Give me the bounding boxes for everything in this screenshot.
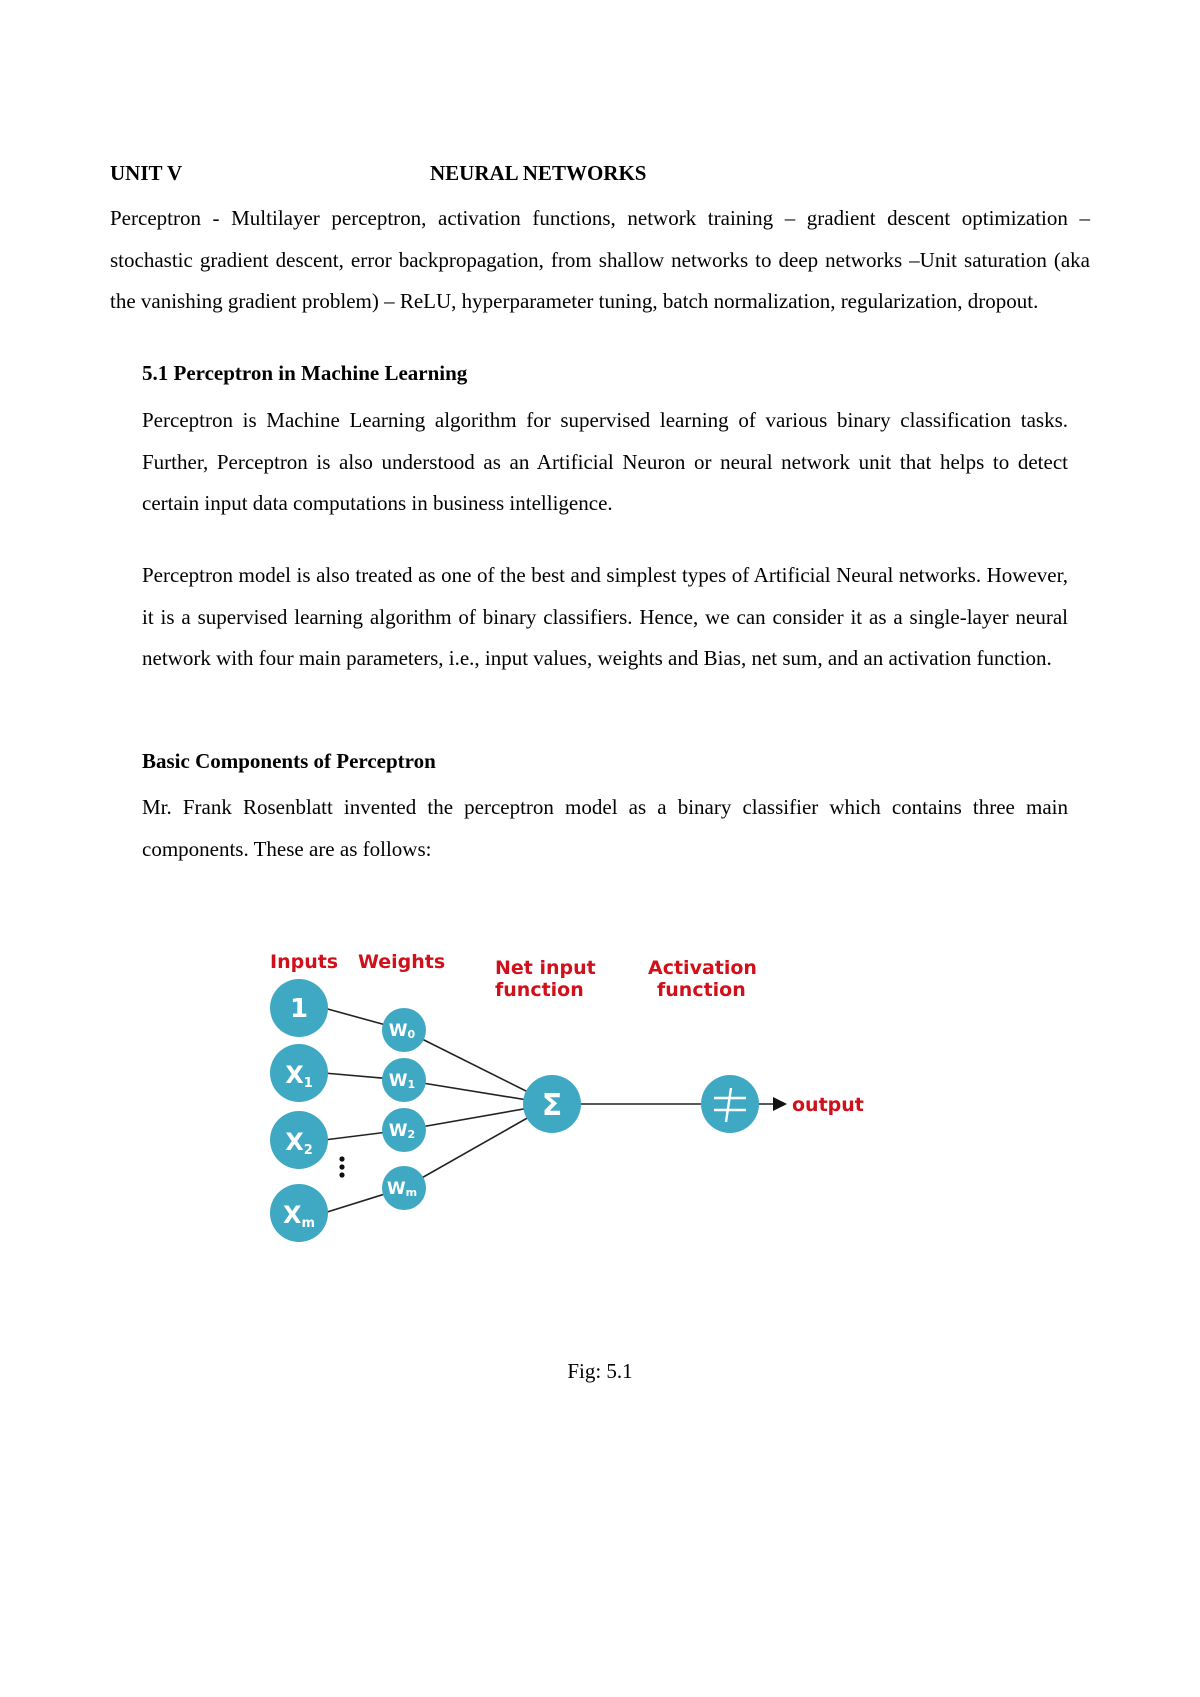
- weight-node-w1-sub: 1: [407, 1078, 416, 1091]
- label-activation-line1: Activation: [648, 957, 757, 979]
- figure-caption: Fig: 5.1: [567, 1359, 633, 1383]
- input-node-x1: [270, 1044, 328, 1102]
- syllabus-paragraph: Perceptron - Multilayer perceptron, activation functions, network training – gradient descent optimization – stochastic gradient descent, error backpropagation, from shallow networks to deep networks –Unit saturation (aka the vanishing gradient problem) – ReLU, hyperparameter tuning, batch normalization, regularization, dropout.: [110, 206, 1090, 313]
- input-node-x2-sub: 2: [303, 1143, 313, 1158]
- weight-node-wm: [382, 1166, 426, 1210]
- input-node-x2: [270, 1111, 328, 1169]
- label-output: output: [792, 1094, 864, 1116]
- section-heading-perceptron: 5.1 Perceptron in Machine Learning: [142, 361, 468, 385]
- input-node-x1-sub: 1: [303, 1076, 313, 1091]
- input-node-1-label: 1: [289, 994, 309, 1024]
- weight-node-w2-sub: 2: [407, 1128, 416, 1141]
- label-net-input-line2: function: [495, 979, 584, 1001]
- label-activation-line2: function: [657, 979, 746, 1001]
- weight-node-w2: [382, 1108, 426, 1152]
- weight-node-w0: [382, 1008, 426, 1052]
- section-heading-basic-components: Basic Components of Perceptron: [142, 749, 436, 773]
- input-node-xm-base: X: [282, 1201, 302, 1229]
- weight-node-w1-base: W: [388, 1071, 408, 1091]
- perceptron-paragraph-1: Perceptron is Machine Learning algorithm for supervised learning of various binary classification tasks. Further, Perceptron is also understood as an Artificial Neuron or neural network unit that helps to detect certain input data computations in business intelligence.: [142, 408, 1068, 515]
- input-node-1: [270, 979, 328, 1037]
- weight-node-w0-base: W: [388, 1021, 408, 1041]
- unit-label: UNIT V: [110, 161, 183, 185]
- perceptron-paragraph-2: Perceptron model is also treated as one of the best and simplest types of Artificial Neural networks. However, it is a supervised learning algorithm of binary classifiers. Hence, we can consider it as a single-layer neural network with four main parameters, i.e., input values, weights and Bias, net sum, and an activation function.: [142, 563, 1068, 670]
- basic-components-paragraph: Mr. Frank Rosenblatt invented the perceptron model as a binary classifier which contains three main components. These are as follows:: [142, 795, 1068, 861]
- label-inputs: Inputs: [270, 951, 339, 973]
- weight-node-w1: [382, 1058, 426, 1102]
- perceptron-diagram: [270, 951, 940, 1320]
- input-node-xm: [270, 1184, 328, 1242]
- weight-node-wm-sub: m: [405, 1186, 418, 1199]
- input-node-x2-base: X: [285, 1128, 304, 1156]
- weight-node-w0-sub: 0: [407, 1028, 416, 1041]
- label-weights: Weights: [358, 951, 446, 973]
- unit-title: NEURAL NETWORKS: [430, 161, 647, 185]
- weight-node-wm-base: W: [386, 1179, 406, 1199]
- sum-symbol: Σ: [541, 1088, 563, 1123]
- input-node-x1-base: X: [285, 1061, 304, 1089]
- label-net-input-line1: Net input: [495, 957, 596, 979]
- net-input-node: [523, 1075, 581, 1133]
- weight-node-w2-base: W: [388, 1121, 408, 1141]
- input-node-xm-sub: m: [301, 1216, 316, 1231]
- output-arrowhead: [773, 1097, 787, 1111]
- ellipsis-dots: [339, 1156, 344, 1177]
- activation-node: [701, 1075, 759, 1133]
